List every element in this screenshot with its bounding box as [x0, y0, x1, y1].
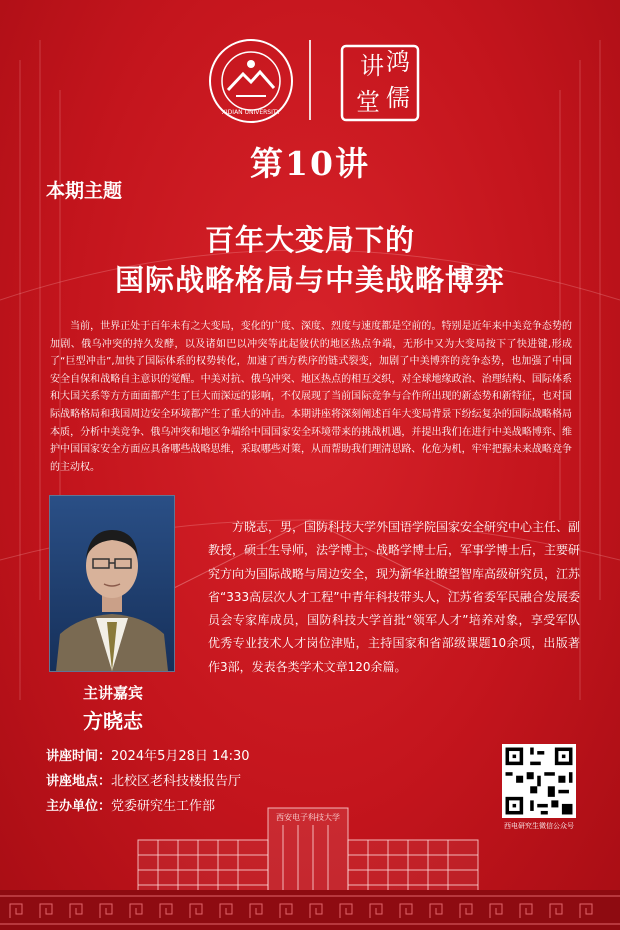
intro-paragraph: 当前，世界正处于百年未有之大变局，变化的广度、深度、烈度与速度都是空前的。特别是近年来中美竞争态势的加剧、俄乌冲突的持久发酵，以及诸如巴以冲突等此起彼伏的地区热点争端，无形中又为大变局按下了快进键,形成了“巨型冲击”,加快了国际体系的权势转化，加速了西方秩序的链式裂变，加剧了中美博弈的竞争态势，也加强了中国安全自保和战略自主意识的觉醒。中美对抗、俄乌冲突、地区热点的相互交织，对全球地缘政治、治理结构、国际体系和大国关系等方方面面都产生了巨大而深远的影响，不仅展现了当前国际竞争与合作所出现的新态势和新特征，也对国际战略格局和我国周边安全环境都产生了重大的冲击。本期讲座将深刻阐述百年大变局背景下纷纭复杂的国际战略格局本质，分析中美竞争、俄乌冲突和地区争端给中国国家安全环境带来的挑战机遇，并提出我们在进行中美战略博弈、维护中国国家安全方面应具备哪些战略思维，采取哪些对策，从而帮助我们理清思路、化危为机，牢牢把握未来战略竞争的主动权。: [50, 321, 572, 473]
title-line-2: 国际战略格局与中美战略博弈: [114, 263, 505, 297]
speaker-label: 主讲嘉宾: [82, 684, 143, 702]
footer-pattern: [0, 890, 620, 930]
theme-label: 本期主题: [46, 180, 123, 202]
logo-divider: [309, 40, 311, 120]
lecture-organizer-value: 党委研究生工作部: [111, 799, 216, 814]
svg-text:儒: 儒: [386, 84, 410, 112]
svg-text:XIDIAN UNIVERSITY: XIDIAN UNIVERSITY: [221, 109, 281, 116]
speaker-bio: 方晓志，男，国防科技大学外国语学院国家安全研究中心主任、副教授，硕士生导师，法学博士，战略学博士后，军事学博士后，主要研究方向为国际战略与周边安全，现为新华社瞭望智库高级研究员，江苏省“333高层次人才工程”中青年科技带头人，江苏省委军民融合发展委员会专家库成员，国防科技大学首批“领军人才”培养对象，享受军队优秀专业技术人才岗位津贴，主持国家和省部级课题10余项，出版著作3部，发表各类学术文章120余篇。: [208, 520, 581, 674]
speaker-photo: [49, 495, 175, 672]
building-sign: 西安电子科技大学: [276, 813, 340, 822]
building-illustration: [118, 800, 498, 900]
lecture-place-value: 北校区老科技楼报告厅: [111, 774, 242, 789]
lecture-time: [46, 745, 250, 764]
title-line-1: 百年大变局下的: [204, 223, 415, 257]
lecture-place: [46, 770, 241, 789]
lecture-organizer-label: 主办单位：: [46, 799, 112, 814]
svg-text:鸿: 鸿: [386, 48, 410, 76]
svg-text:讲: 讲: [360, 52, 384, 80]
lecture-number: 第10讲: [250, 144, 370, 183]
lecture-time-value: 2024年5月28日 14:30: [111, 749, 250, 764]
hongru-forum-logo-icon: [338, 40, 424, 126]
qr-code-icon[interactable]: [502, 744, 576, 818]
speaker-name: 方晓志: [83, 709, 143, 733]
lecture-time-label: 讲座时间：: [46, 749, 112, 764]
lecture-place-label: 讲座地点：: [46, 774, 112, 789]
university-seal-icon: [208, 38, 294, 124]
qr-caption: 西电研究生微信公众号: [504, 822, 574, 830]
svg-text:堂: 堂: [356, 88, 380, 116]
